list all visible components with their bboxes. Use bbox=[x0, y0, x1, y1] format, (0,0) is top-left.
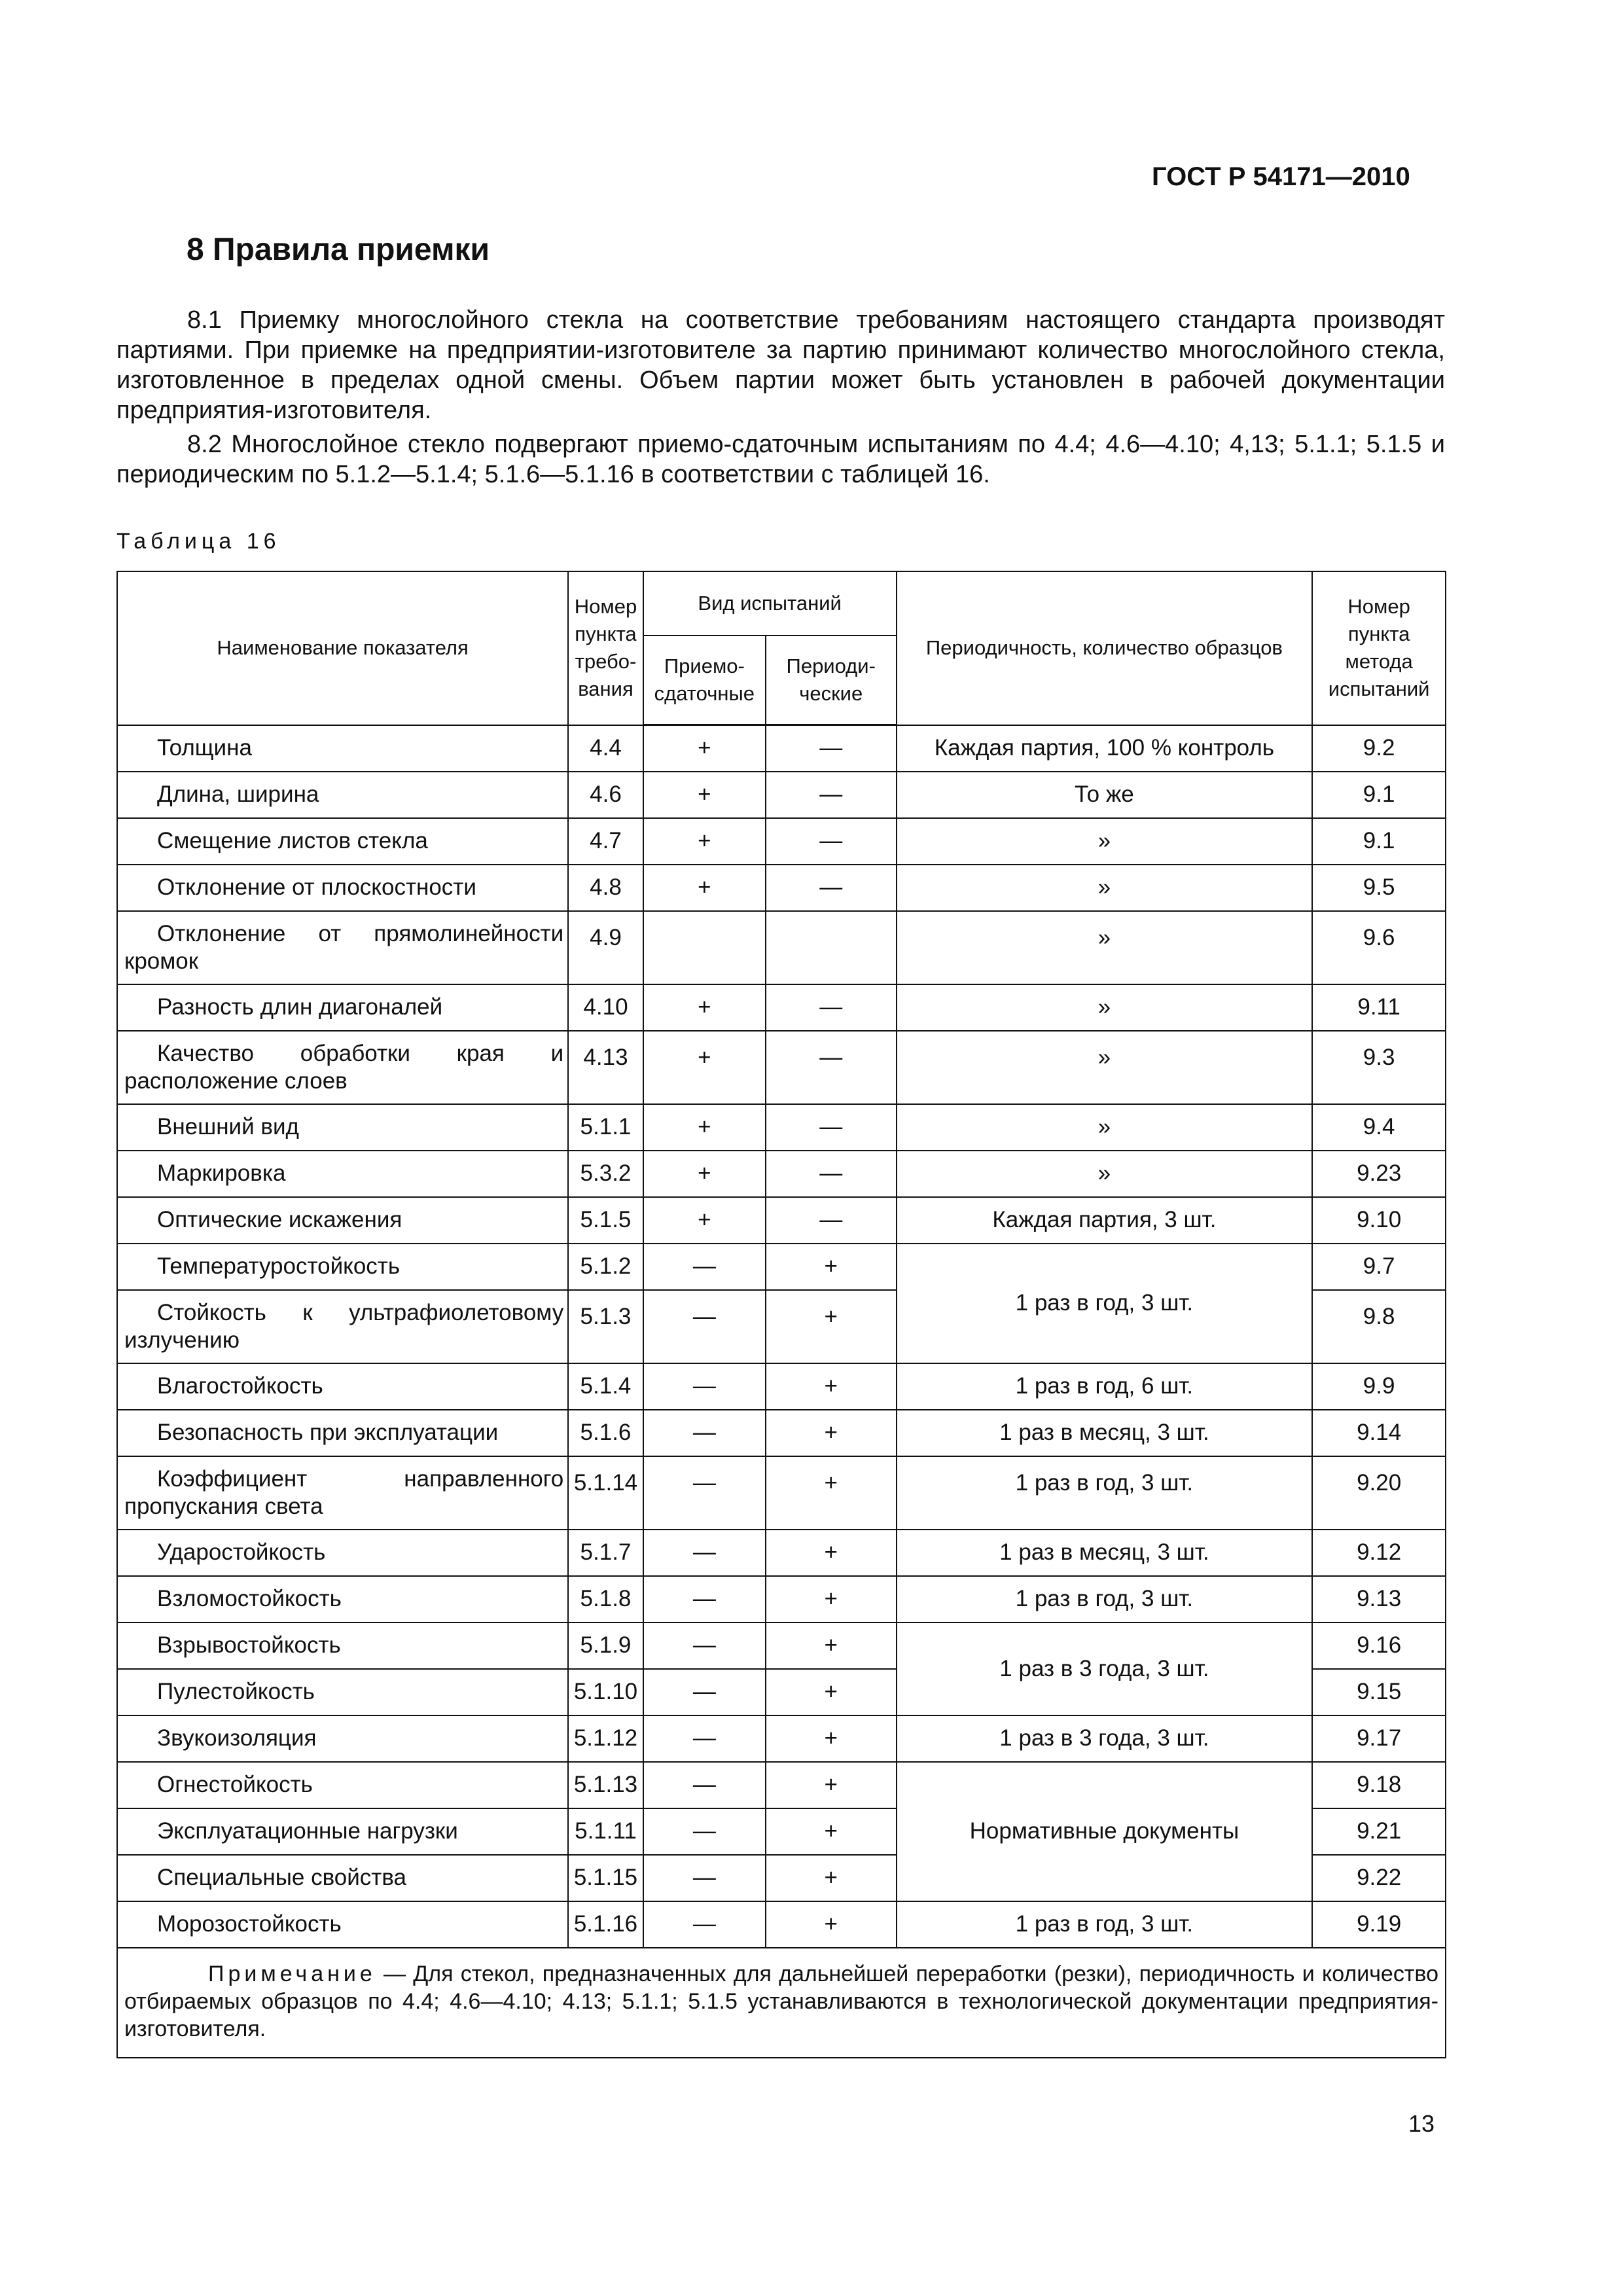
row-periodic: + bbox=[766, 1669, 897, 1715]
row-acceptance: + bbox=[643, 725, 766, 772]
row-frequency: Каждая партия, 100 % контроль bbox=[897, 725, 1313, 772]
row-frequency: » bbox=[897, 1104, 1313, 1151]
section-title: 8 Правила приемки bbox=[187, 232, 490, 267]
header-periodic: Периоди-ческие bbox=[766, 636, 897, 725]
row-method: 9.23 bbox=[1312, 1151, 1446, 1197]
row-name bbox=[117, 984, 568, 1031]
row-clause: 5.1.15 bbox=[568, 1855, 643, 1901]
row-name-text: Коэффициент направленного пропускания света bbox=[124, 1465, 564, 1519]
row-name bbox=[117, 1151, 568, 1197]
row-periodic: + bbox=[766, 1855, 897, 1901]
row-name-text: Влагостойкость bbox=[157, 1373, 323, 1399]
row-acceptance: — bbox=[643, 1669, 766, 1715]
row-frequency: » bbox=[897, 1031, 1313, 1104]
row-method: 9.7 bbox=[1312, 1244, 1446, 1290]
row-method: 9.9 bbox=[1312, 1363, 1446, 1410]
row-method: 9.21 bbox=[1312, 1808, 1446, 1855]
row-name bbox=[117, 1530, 568, 1576]
row-method: 9.8 bbox=[1312, 1290, 1446, 1363]
row-method: 9.18 bbox=[1312, 1762, 1446, 1808]
row-name bbox=[117, 725, 568, 772]
row-name bbox=[117, 1244, 568, 1290]
row-name bbox=[117, 1104, 568, 1151]
row-name-text: Толщина bbox=[157, 735, 252, 761]
row-acceptance: — bbox=[643, 1715, 766, 1762]
row-name-text: Безопасность при эксплуатации bbox=[157, 1420, 499, 1445]
table-row bbox=[117, 865, 1446, 911]
row-periodic: + bbox=[766, 1456, 897, 1530]
row-method: 9.22 bbox=[1312, 1855, 1446, 1901]
note-text: — Для стекол, предназначенных для дальнейшей переработки (резки), периодичность и количество отбираемых образцов по 4.4; 4.6—4.10; 4.13; 5.1.1; 5.1.5 устанавливаются в технологической документации предприятия-изготовителя. bbox=[124, 1961, 1438, 2041]
paragraph-8-2: 8.2 Многослойное стекло подвергают приемо-сдаточным испытаниям по 4.4; 4.6—4.10; 4,13; 5.1.1; 5.1.5 и периодическим по 5.1.2—5.1.4; 5.1.6—5.1.16 в соответствии с таблицей 16. bbox=[116, 431, 1445, 488]
row-clause: 4.7 bbox=[568, 818, 643, 865]
header-name: Наименование показателя bbox=[117, 571, 568, 725]
row-name-text: Огнестойкость bbox=[157, 1772, 313, 1797]
row-name bbox=[117, 865, 568, 911]
header-test-type: Вид испытаний bbox=[643, 571, 897, 636]
row-method: 9.10 bbox=[1312, 1197, 1446, 1244]
row-clause: 5.1.12 bbox=[568, 1715, 643, 1762]
row-acceptance: — bbox=[643, 1363, 766, 1410]
row-name-text: Эксплуатационные нагрузки bbox=[157, 1818, 458, 1844]
row-acceptance: — bbox=[643, 1456, 766, 1530]
row-acceptance bbox=[643, 911, 766, 984]
row-method: 9.1 bbox=[1312, 772, 1446, 818]
row-name bbox=[117, 1576, 568, 1623]
row-frequency: Нормативные документы bbox=[897, 1762, 1313, 1901]
row-method: 9.13 bbox=[1312, 1576, 1446, 1623]
row-frequency: 1 раз в год, 3 шт. bbox=[897, 1244, 1313, 1363]
table-row bbox=[117, 772, 1446, 818]
table-row bbox=[117, 1151, 1446, 1197]
row-name-text: Взломостойкость bbox=[157, 1586, 342, 1611]
row-acceptance: — bbox=[643, 1410, 766, 1456]
header-clause: Номер пункта требо-вания bbox=[568, 571, 643, 725]
row-method: 9.11 bbox=[1312, 984, 1446, 1031]
row-name-text: Ударостойкость bbox=[157, 1539, 326, 1565]
header-acceptance: Приемо-сдаточные bbox=[643, 636, 766, 725]
row-acceptance: + bbox=[643, 984, 766, 1031]
row-periodic: + bbox=[766, 1576, 897, 1623]
row-clause: 4.8 bbox=[568, 865, 643, 911]
row-frequency: 1 раз в 3 года, 3 шт. bbox=[897, 1715, 1313, 1762]
row-frequency: 1 раз в месяц, 3 шт. bbox=[897, 1530, 1313, 1576]
row-clause: 4.9 bbox=[568, 911, 643, 984]
row-periodic: + bbox=[766, 1623, 897, 1669]
table-row bbox=[117, 1244, 1446, 1290]
row-periodic: + bbox=[766, 1901, 897, 1948]
row-frequency: То же bbox=[897, 772, 1313, 818]
row-name bbox=[117, 1808, 568, 1855]
row-periodic: + bbox=[766, 1762, 897, 1808]
row-name bbox=[117, 1410, 568, 1456]
row-method: 9.5 bbox=[1312, 865, 1446, 911]
row-periodic: + bbox=[766, 1244, 897, 1290]
row-periodic: — bbox=[766, 1031, 897, 1104]
row-name bbox=[117, 1715, 568, 1762]
row-name bbox=[117, 772, 568, 818]
row-clause: 4.6 bbox=[568, 772, 643, 818]
row-acceptance: + bbox=[643, 818, 766, 865]
row-method: 9.20 bbox=[1312, 1456, 1446, 1530]
row-name-text: Температуростойкость bbox=[157, 1253, 401, 1279]
row-frequency: 1 раз в месяц, 3 шт. bbox=[897, 1410, 1313, 1456]
row-clause: 4.10 bbox=[568, 984, 643, 1031]
row-clause: 5.3.2 bbox=[568, 1151, 643, 1197]
row-periodic: — bbox=[766, 1197, 897, 1244]
row-name-text: Смещение листов стекла bbox=[157, 828, 428, 853]
row-name-text: Оптические искажения bbox=[157, 1207, 402, 1232]
row-acceptance: + bbox=[643, 1151, 766, 1197]
row-method: 9.19 bbox=[1312, 1901, 1446, 1948]
row-clause: 5.1.5 bbox=[568, 1197, 643, 1244]
row-clause: 5.1.4 bbox=[568, 1363, 643, 1410]
row-acceptance: — bbox=[643, 1855, 766, 1901]
row-periodic: — bbox=[766, 818, 897, 865]
row-name-text: Стойкость к ультрафиолетовому излучению bbox=[124, 1299, 564, 1353]
row-name-text: Морозостойкость bbox=[157, 1911, 342, 1937]
table-row bbox=[117, 1715, 1446, 1762]
row-frequency: Каждая партия, 3 шт. bbox=[897, 1197, 1313, 1244]
row-method: 9.1 bbox=[1312, 818, 1446, 865]
row-clause: 5.1.14 bbox=[568, 1456, 643, 1530]
table-row bbox=[117, 1576, 1446, 1623]
row-periodic bbox=[766, 911, 897, 984]
row-acceptance: — bbox=[643, 1244, 766, 1290]
table-row bbox=[117, 984, 1446, 1031]
row-name bbox=[117, 1669, 568, 1715]
row-periodic: — bbox=[766, 984, 897, 1031]
row-periodic: — bbox=[766, 772, 897, 818]
row-acceptance: + bbox=[643, 1197, 766, 1244]
row-frequency: » bbox=[897, 911, 1313, 984]
row-name-text: Внешний вид bbox=[157, 1114, 299, 1139]
row-name bbox=[117, 1762, 568, 1808]
table-row bbox=[117, 911, 1446, 984]
table-row bbox=[117, 1901, 1446, 1948]
document-code: ГОСТ Р 54171—2010 bbox=[1152, 162, 1410, 191]
row-acceptance: — bbox=[643, 1762, 766, 1808]
row-name bbox=[117, 1290, 568, 1363]
header-frequency: Периодичность, количество образцов bbox=[897, 571, 1313, 725]
row-method: 9.12 bbox=[1312, 1530, 1446, 1576]
row-name bbox=[117, 1901, 568, 1948]
row-frequency: » bbox=[897, 1151, 1313, 1197]
table-row bbox=[117, 1197, 1446, 1244]
row-method: 9.3 bbox=[1312, 1031, 1446, 1104]
acceptance-tests-table bbox=[116, 571, 1446, 2058]
row-clause: 5.1.16 bbox=[568, 1901, 643, 1948]
row-frequency: » bbox=[897, 818, 1313, 865]
table-note-row bbox=[117, 1948, 1446, 2058]
row-frequency: 1 раз в год, 3 шт. bbox=[897, 1456, 1313, 1530]
row-method: 9.2 bbox=[1312, 725, 1446, 772]
row-frequency: » bbox=[897, 984, 1313, 1031]
row-name bbox=[117, 1197, 568, 1244]
row-name-text: Длина, ширина bbox=[157, 781, 319, 807]
row-clause: 5.1.11 bbox=[568, 1808, 643, 1855]
row-name bbox=[117, 911, 568, 984]
row-method: 9.17 bbox=[1312, 1715, 1446, 1762]
row-periodic: — bbox=[766, 865, 897, 911]
row-acceptance: — bbox=[643, 1623, 766, 1669]
row-periodic: + bbox=[766, 1410, 897, 1456]
row-acceptance: + bbox=[643, 865, 766, 911]
table-row bbox=[117, 1623, 1446, 1669]
row-acceptance: — bbox=[643, 1290, 766, 1363]
row-acceptance: — bbox=[643, 1808, 766, 1855]
table-row bbox=[117, 725, 1446, 772]
row-method: 9.6 bbox=[1312, 911, 1446, 984]
table-row bbox=[117, 818, 1446, 865]
row-acceptance: — bbox=[643, 1901, 766, 1948]
row-periodic: — bbox=[766, 1104, 897, 1151]
row-clause: 5.1.6 bbox=[568, 1410, 643, 1456]
row-clause: 5.1.1 bbox=[568, 1104, 643, 1151]
row-name-text: Отклонение от прямолинейности кромок bbox=[124, 920, 564, 974]
row-acceptance: + bbox=[643, 772, 766, 818]
row-clause: 5.1.10 bbox=[568, 1669, 643, 1715]
row-acceptance: + bbox=[643, 1104, 766, 1151]
table-row bbox=[117, 1363, 1446, 1410]
header-method: Номер пункта метода испытаний bbox=[1312, 571, 1446, 725]
row-clause: 5.1.8 bbox=[568, 1576, 643, 1623]
row-name bbox=[117, 1031, 568, 1104]
row-method: 9.14 bbox=[1312, 1410, 1446, 1456]
row-clause: 5.1.7 bbox=[568, 1530, 643, 1576]
row-frequency: 1 раз в год, 3 шт. bbox=[897, 1901, 1313, 1948]
page-number: 13 bbox=[1408, 2110, 1435, 2137]
row-clause: 5.1.9 bbox=[568, 1623, 643, 1669]
paragraph-8-1: 8.1 Приемку многослойного стекла на соответствие требованиям настоящего стандарта производят партиями. При приемке на предприятии-изготовителе за партию принимают количество многослойного стекла, изготовленное в пределах одной смены. Объем партии может быть установлен в рабочей документации предприятия-изготовителя. bbox=[116, 306, 1445, 424]
row-name-text: Разность длин диагоналей bbox=[157, 994, 443, 1020]
table-note bbox=[117, 1948, 1446, 2058]
row-clause: 5.1.13 bbox=[568, 1762, 643, 1808]
row-periodic: — bbox=[766, 725, 897, 772]
row-clause: 4.13 bbox=[568, 1031, 643, 1104]
row-frequency: » bbox=[897, 865, 1313, 911]
row-acceptance: + bbox=[643, 1031, 766, 1104]
row-name bbox=[117, 1456, 568, 1530]
row-periodic: — bbox=[766, 1151, 897, 1197]
row-name bbox=[117, 1623, 568, 1669]
row-frequency: 1 раз в год, 3 шт. bbox=[897, 1576, 1313, 1623]
row-name-text: Качество обработки края и расположение слоев bbox=[124, 1040, 564, 1094]
row-name-text: Маркировка bbox=[157, 1160, 286, 1186]
table-row bbox=[117, 1530, 1446, 1576]
row-name bbox=[117, 818, 568, 865]
row-name-text: Специальные свойства bbox=[157, 1865, 407, 1890]
row-acceptance: — bbox=[643, 1576, 766, 1623]
table-row bbox=[117, 1762, 1446, 1808]
row-acceptance: — bbox=[643, 1530, 766, 1576]
row-name-text: Пулестойкость bbox=[157, 1679, 315, 1704]
row-name-text: Звукоизоляция bbox=[157, 1725, 317, 1751]
row-name bbox=[117, 1855, 568, 1901]
row-frequency: 1 раз в год, 6 шт. bbox=[897, 1363, 1313, 1410]
row-periodic: + bbox=[766, 1530, 897, 1576]
row-clause: 4.4 bbox=[568, 725, 643, 772]
note-label: Примечание bbox=[208, 1961, 376, 1986]
row-periodic: + bbox=[766, 1808, 897, 1855]
table-row bbox=[117, 1031, 1446, 1104]
table-row bbox=[117, 1456, 1446, 1530]
table-caption: Таблица 16 bbox=[116, 529, 281, 554]
table-row bbox=[117, 1410, 1446, 1456]
row-method: 9.15 bbox=[1312, 1669, 1446, 1715]
row-clause: 5.1.2 bbox=[568, 1244, 643, 1290]
row-name-text: Взрывостойкость bbox=[157, 1632, 341, 1658]
row-periodic: + bbox=[766, 1363, 897, 1410]
row-name bbox=[117, 1363, 568, 1410]
row-periodic: + bbox=[766, 1290, 897, 1363]
row-name-text: Отклонение от плоскостности bbox=[157, 874, 476, 900]
row-clause: 5.1.3 bbox=[568, 1290, 643, 1363]
row-method: 9.16 bbox=[1312, 1623, 1446, 1669]
row-frequency: 1 раз в 3 года, 3 шт. bbox=[897, 1623, 1313, 1715]
row-periodic: + bbox=[766, 1715, 897, 1762]
row-method: 9.4 bbox=[1312, 1104, 1446, 1151]
table-row bbox=[117, 1104, 1446, 1151]
